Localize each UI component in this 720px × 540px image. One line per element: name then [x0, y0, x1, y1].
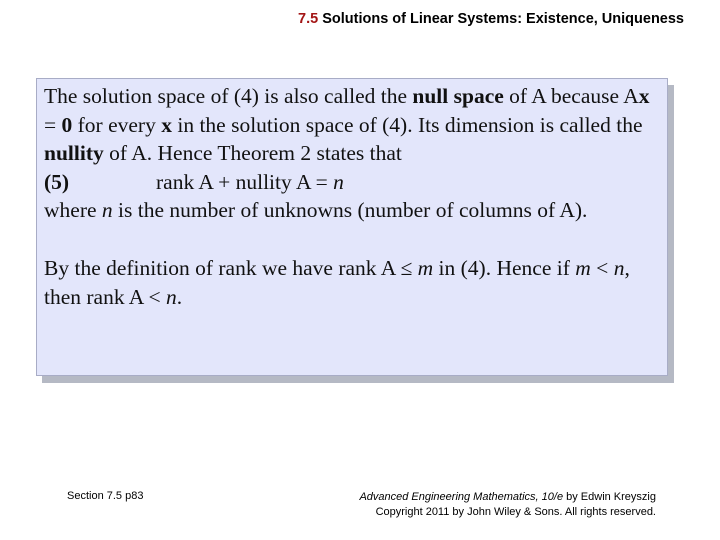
term-nullity: nullity [44, 141, 104, 166]
formula-number: (5) [44, 169, 70, 194]
book-author: by Edwin Kreyszig [563, 491, 656, 503]
formula-5: (5) rank A + nullity A = n [44, 168, 661, 197]
section-number: 7.5 [298, 11, 319, 27]
text-box [36, 78, 668, 376]
text-content [44, 82, 661, 311]
copyright-line: Copyright 2011 by John Wiley & Sons. All rights reserved. [375, 506, 656, 518]
slide-header [298, 11, 684, 27]
vector-x: x [161, 112, 172, 137]
footer-section-ref: Section 7.5 p83 [67, 490, 144, 502]
vector-x: x [638, 84, 650, 108]
footer-copyright [359, 490, 656, 520]
zero-vector: 0 [61, 112, 73, 137]
term-null-space: null space [412, 84, 504, 108]
section-title: Solutions of Linear Systems: Existence, Uniqueness [322, 11, 684, 27]
paragraph-where-n: where n is the number of unknowns (number of columns of A). [44, 198, 588, 223]
book-title: Advanced Engineering Mathematics, 10/e [359, 491, 564, 503]
paragraph-null-space: The solution space of (4) is also called the null space of A because Ax = 0 for every x in the solution space of (4). Its dimension is called the nullity of A. Hence Theorem 2 states that [44, 84, 650, 166]
paragraph-rank-definition: By the definition of rank we have rank A ≤ m in (4). Hence if m < n, then rank A < n. [44, 255, 630, 309]
